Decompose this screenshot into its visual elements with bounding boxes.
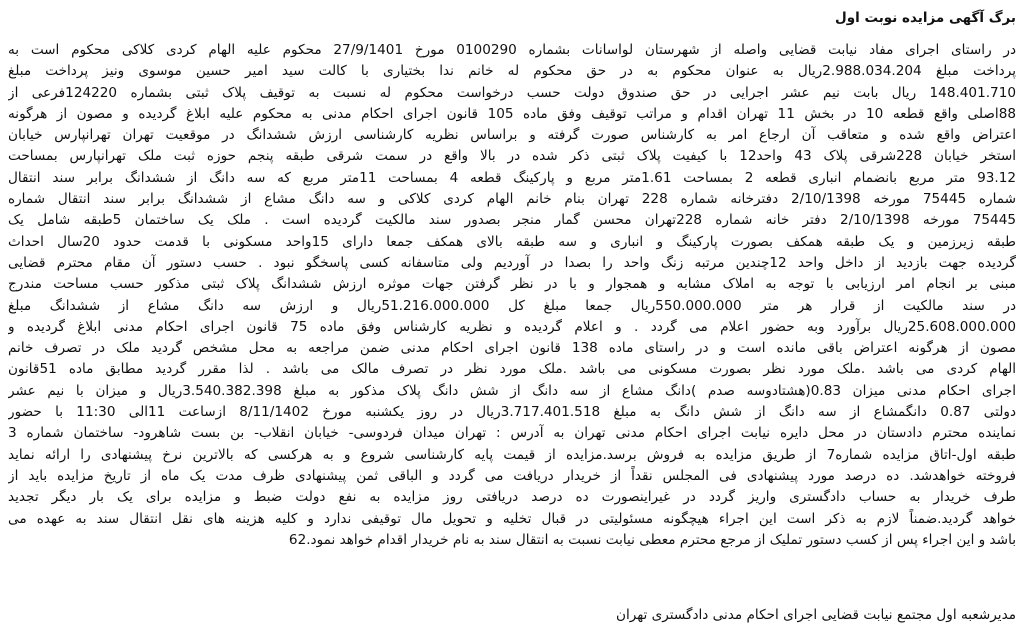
notice-line: نماینده محترم دادستان در محل دایره نیابت اجرای احکام مدنی تهران به آدرس : تهران میدان فردوسی- خیابان انقلاب- بن بست شاهرود- ساختمان شماره 3 <box>8 425 1016 442</box>
notice-line: طبقه اول-اتاق مزایده شماره7 از طریق مزایده به فروش برسد.مزایده از قیمت پایه کارشناسی شروع و به هرکسی که بالاترین نرخ پیشنهادی را ارائه نماید <box>8 446 1016 463</box>
notice-line: 25.608.000.000ریال برآورد وبه حضور اعلام می گردد . و اعلام گردیده و نظریه کارشناس وفق ماده 75 قانون اجرای احکام مدنی ابلاغ گردیده و <box>8 318 1016 335</box>
notice-line: 75445 مورخه 2/10/1398 دفتر خانه شماره 228تهران محسن گمار منجر بصدور سند مالکیت گردیده است . ملک یک ساختمان 5طبقه شامل یک <box>8 212 1016 229</box>
notice-line: طبقه زیرزمین و یک طبقه همکف بصورت پارکینگ و انباری و سه طبقه بالای همکف جمعا دارای 15واحد مسکونی با قدمت حدود 20سال احداث <box>8 233 1016 250</box>
notice-line: دولتی 0.87 دانگمشاع از سه دانگ از شش دانگ به مبلغ 3.717.401.518ریال در روز یکشنبه مورخ 8/11/1402 ازساعت 11الی 11:30 با حضور <box>8 404 1016 421</box>
notice-line: 93.12 متر مربع بانضمام انباری قطعه 2 بمساحت 1.61متر مربع و پارکینگ قطعه 4 بمساحت 11متر مربع که سه دانگ از ششدانگ برابر سند انتقال <box>8 169 1016 186</box>
notice-line: پرداخت مبلغ 2.988.034.204ریال به عنوان محکوم به در حق محکوم له خانم ندا بختیاری با کالت سید امیر حسین موسوی ونیز پرداخت مبلغ <box>8 63 1016 80</box>
notice-line: خواهد گردید.ضمناً لازم به ذکر است این اجراء هیچگونه مسئولیتی در قبال تخلیه و تحویل مال توقیفی ندارد و کلیه هزینه های نقل انتقال سند به عهده می <box>8 510 1016 527</box>
notice-line: استخر خیابان 228شرقی پلاک 43 واحد12 با کیفیت پلاک ثبتی ذکر شده در بالا واقع در سمت شرقی طبقه پنجم حوزه ثبت ملک تهرانپارس بمساحت <box>8 148 1016 165</box>
signature-line: مدیرشعبه اول مجتمع نیابت قضایی اجرای احکام مدنی دادگستری تهران <box>615 607 1016 623</box>
notice-line: شماره 75445 مورخه 2/10/1398 دفترخانه شماره 228 تهران بنام خانم الهام کردی کلاکی و سه دانگ مشاع از ششدانگ برابر سند انتقال شماره <box>8 191 1016 208</box>
notice-line: در سند مالکیت از قرار هر متر 550.000.000ریال جمعا مبلغ کل 51.216.000.000ریال و ارزش سه دانگ مشاع از ششدانگ مبلغ <box>8 297 1016 314</box>
notice-line: اجرای احکام مدنی میزان 0.83(هشتادوسه صدم )دانگ مشاع از سه دانگ از شش دانگ پلاک مذکور به مبلغ 3.540.382.398ریال و میزان با نیم عشر <box>8 382 1016 399</box>
notice-line: در راستای اجرای مفاد نیابت قضایی واصله از شهرستان لواسانات بشماره 0100290 مورخ 27/9/1401 محکوم علیه الهام کردی کلاکی محکوم است به <box>8 42 1016 58</box>
notice-line: اعتراض واقع شده و متعاقب آن ارجاع امر به کارشناس صورت گرفته و براساس نظریه کارشناسی ارزش ششدانگ در موقعیت تهران تهرانپارس خیابان <box>8 127 1016 144</box>
notice-line: گردیده جهت بازدید از داخل واحد 12چندین مرتبه زنگ واحد را بصدا در آوردیم ولی متاسفانه کسی پاسخگو نبود . حسب دستور آن مقام محترم قضایی <box>8 254 1016 271</box>
notice-line: 88اصلی واقع قطعه 10 در بخش 11 تهران اقدام و مراتب توقیف وفق ماده 105 قانون اجرای احکام مدنی به محکوم علیه ابلاغ گردیده و مصون از هرگونه <box>8 105 1016 122</box>
notice-title: برگ آگهی مزایده نوبت اول <box>835 10 1016 26</box>
notice-line: الهام کردی می باشد .ملک مورد نظر بصورت مسکونی می باشد .ملک مورد نظر در تصرف مالک می باشد . لذا مقرر گردید مطابق ماده 51قانون <box>8 361 1016 378</box>
notice-line: مبنی بر انجام امر ارزیابی با توجه به املاک مشابه و همجوار و با در نظر گرفتن جهات موثره ارزش ششدانگ پلاک ثبتی مذکور حسب مساحت مندرج <box>8 276 1016 293</box>
notice-body <box>8 40 1016 551</box>
notice-line: طرف خریدار به حساب دادگستری واریز گردد در غیراینصورت ده درصد دریافتی روز مزایده به نفع دولت ضبط و مزایده برای یک بار دیگر تجدید <box>8 489 1016 506</box>
notice-line: 148.401.710 ریال بابت نیم عشر اجرایی در حق صندوق دولت حسب درخواست محکوم له نسبت به توقیف پلاک ثبتی بشماره 124220فرعی از <box>8 84 1016 101</box>
notice-line: مصون از هرگونه اعتراض باقی مانده است و در راستای ماده 138 قانون اجرای احکام مدنی ضمن مراجعه به محل مشخص گردید ملک در تصرف خانم <box>8 340 1016 357</box>
notice-line: باشد و این اجراء پس از کسب دستور تملیک از مرجع محترم معطی نیابت نسبت به انتقال سند به نام خریدار اقدام خواهد نمود.62 <box>288 531 1016 548</box>
notice-line: فروخته خواهدشد. ده درصد مورد پیشنهادی فی المجلس نقداً از خریدار دریافت می گردد و الباقی ثمن پیشنهادی ظرف مدت یک ماه از تاریخ مزایده باید از <box>8 467 1016 484</box>
